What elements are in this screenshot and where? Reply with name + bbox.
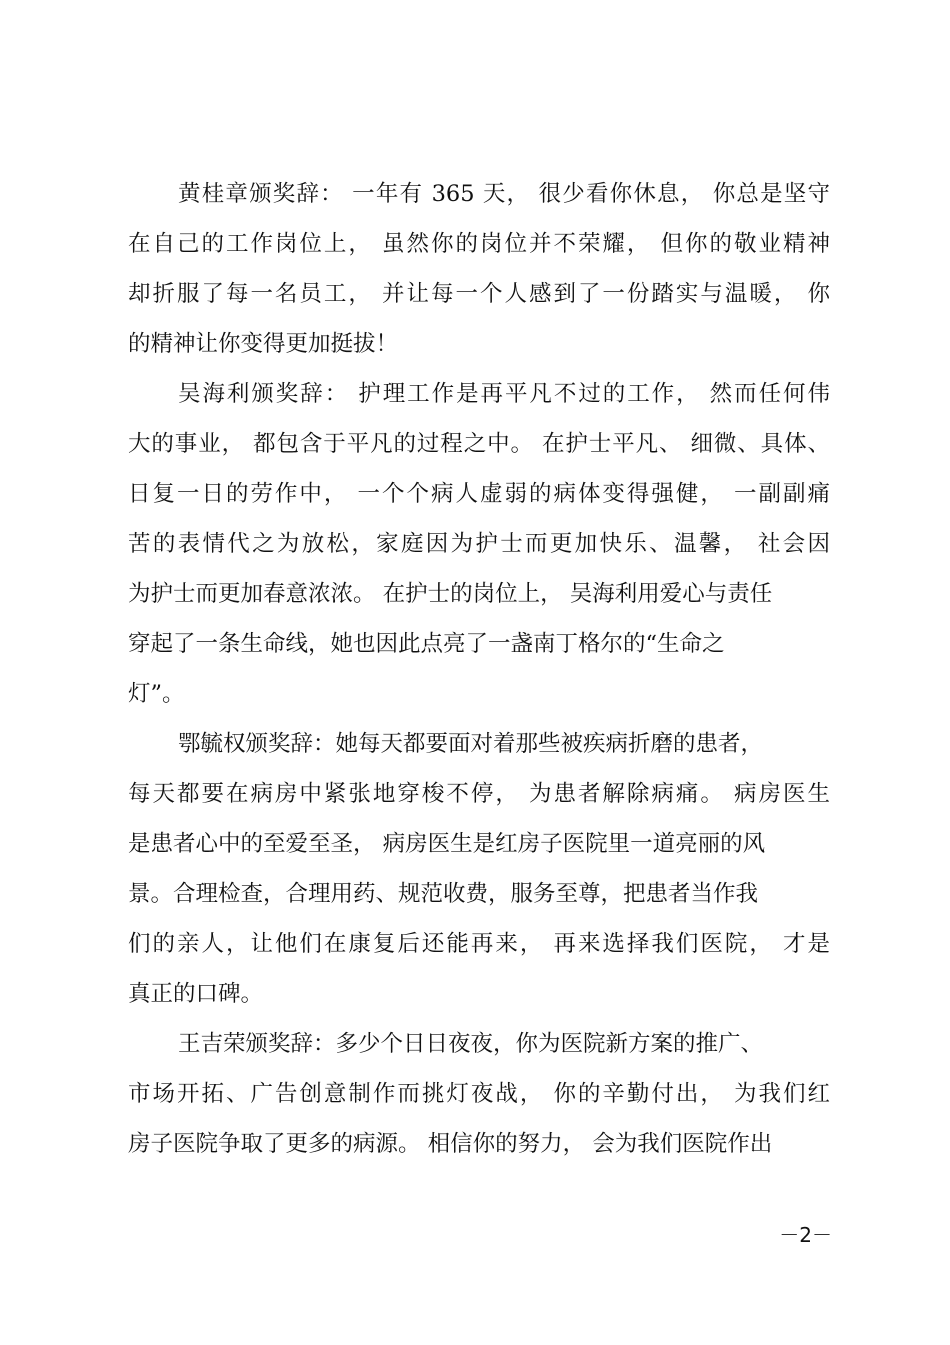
- paragraph-1-line-1: 黄桂章颁奖辞： 一年有 365 天， 很少看你休息， 你总是坚守: [178, 181, 830, 207]
- paragraph-2-line-7: 灯”。: [128, 681, 185, 707]
- paragraph-2-line-2: 大的事业， 都包含于平凡的过程之中。 在护士平凡、 细微、具体、: [128, 431, 830, 457]
- paragraph-1-line-2: 在自己的工作岗位上， 虽然你的岗位并不荣耀， 但你的敬业精神: [128, 231, 830, 257]
- paragraph-1-line-4: 的精神让你变得更加挺拔！: [128, 331, 399, 357]
- paragraph-2-line-4: 苦的表情代之为放松，家庭因为护士而更加快乐、温馨， 社会因: [128, 531, 830, 557]
- paragraph-3-line-1: 鄂毓权颁奖辞：她每天都要面对着那些被疾病折磨的患者，: [178, 731, 764, 757]
- paragraph-3-line-4: 景。合理检查，合理用药、规范收费，服务至尊，把患者当作我: [128, 881, 759, 907]
- paragraph-3-line-3: 是患者心中的至爱至圣， 病房医生是红房子医院里一道亮丽的风: [128, 831, 766, 857]
- paragraph-4-line-1: 王吉荣颁奖辞：多少个日日夜夜，你为医院新方案的推广、: [178, 1031, 764, 1057]
- paragraph-2-line-3: 日复一日的劳作中， 一个个病人虚弱的病体变得强健， 一副副痛: [128, 481, 830, 507]
- paragraph-2-line-1: 吴海利颁奖辞： 护理工作是再平凡不过的工作， 然而任何伟: [178, 381, 830, 407]
- paragraph-2-line-5: 为护士而更加春意浓浓。 在护士的岗位上， 吴海利用爱心与责任: [128, 581, 773, 607]
- paragraph-4-line-2: 市场开拓、广告创意制作而挑灯夜战， 你的辛勤付出， 为我们红: [128, 1081, 830, 1107]
- paragraph-2-line-6: 穿起了一条生命线，她也因此点亮了一盏南丁格尔的“生命之: [128, 631, 725, 657]
- paragraph-4-line-3: 房子医院争取了更多的病源。 相信你的努力， 会为我们医院作出: [128, 1131, 773, 1157]
- paragraph-3-line-2: 每天都要在病房中紧张地穿梭不停， 为患者解除病痛。 病房医生: [128, 781, 830, 807]
- paragraph-1-line-3: 却折服了每一名员工， 并让每一个人感到了一份踏实与温暖， 你: [128, 281, 830, 307]
- paragraph-3-line-6: 真正的口碑。: [128, 981, 264, 1007]
- page-number: －2－: [779, 1223, 832, 1247]
- paragraph-3-line-5: 们的亲人，让他们在康复后还能再来， 再来选择我们医院， 才是: [128, 931, 830, 957]
